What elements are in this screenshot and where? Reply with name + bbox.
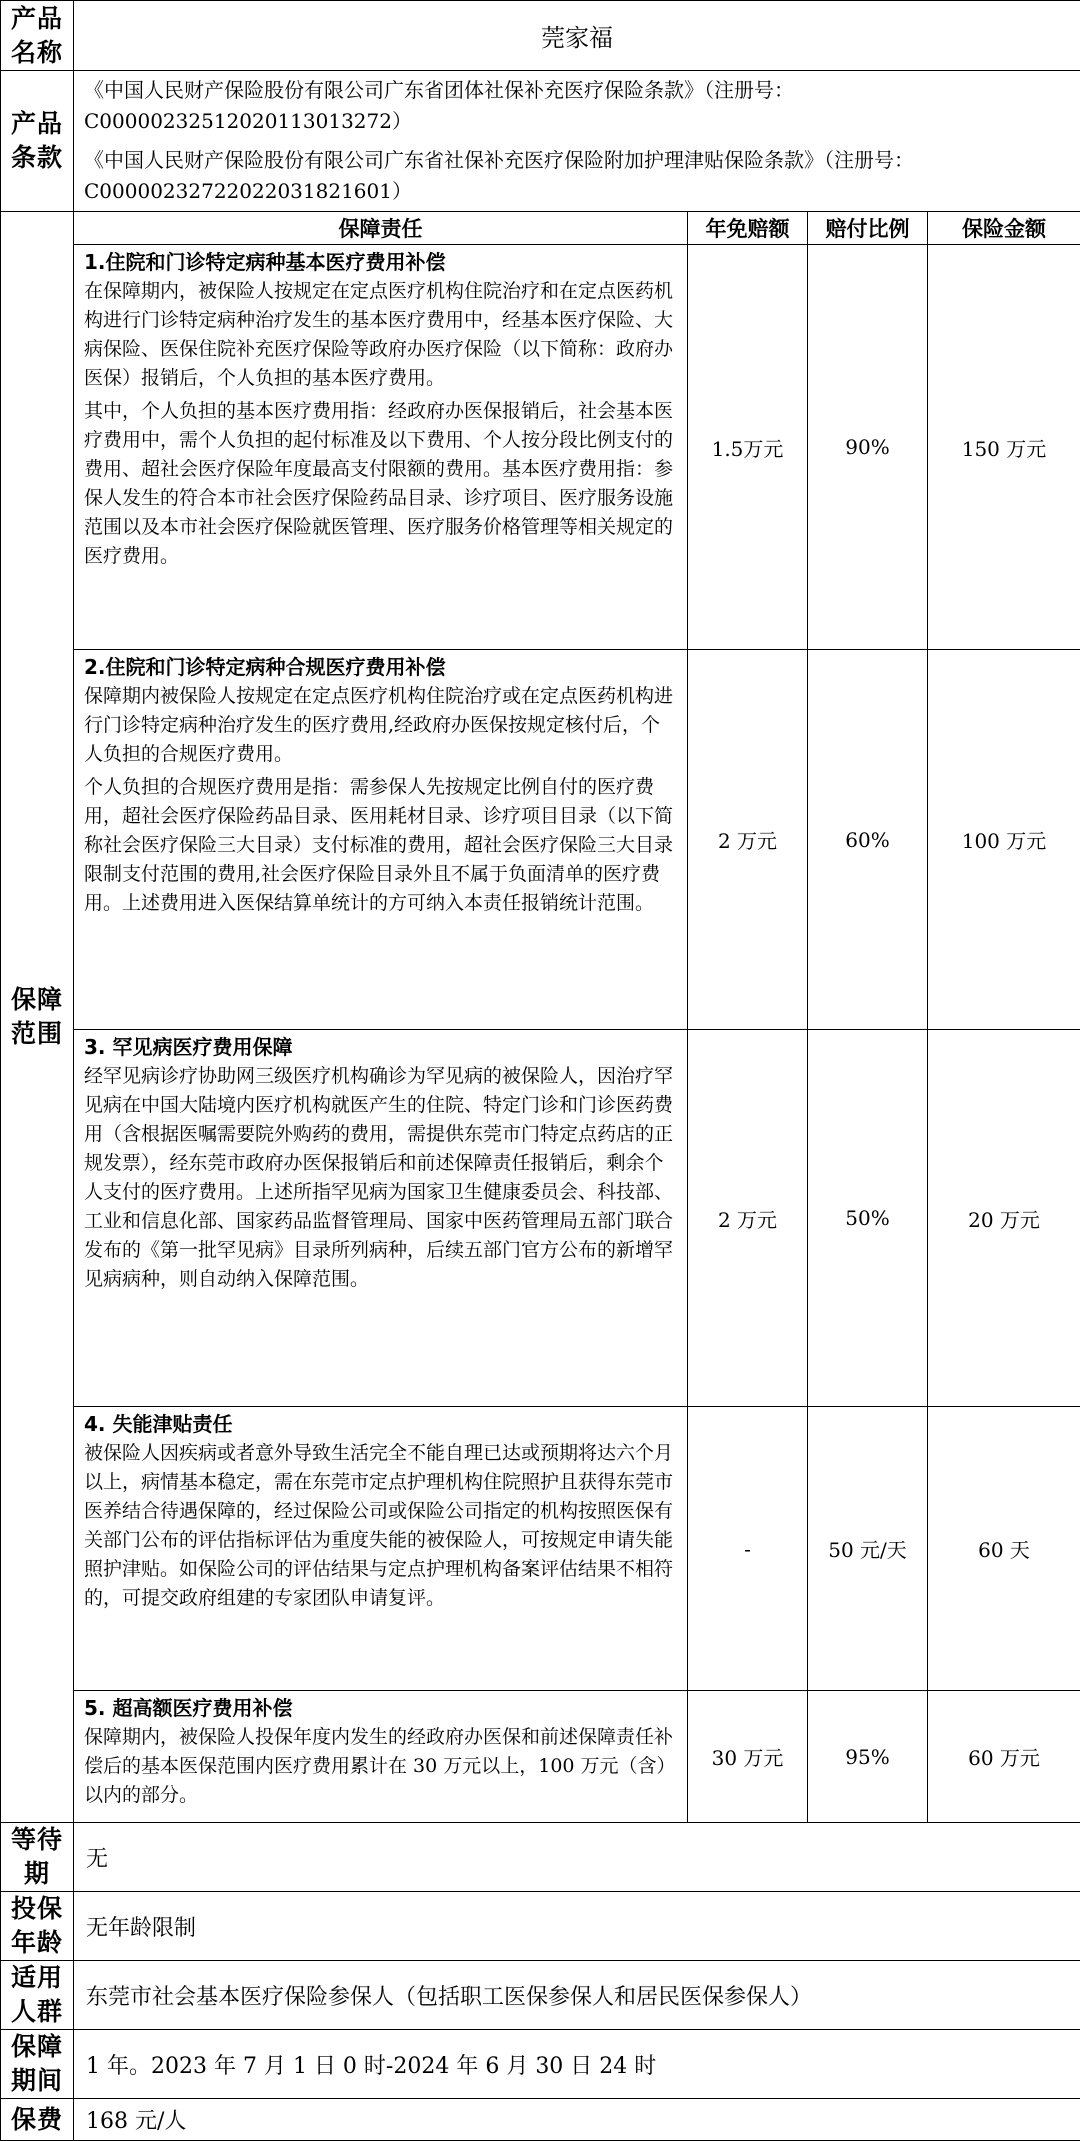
premium-label: 保费 [1,2099,74,2141]
coverage-item-amount: 150 万元 [928,245,1080,650]
coverage-item-deductible: 2 万元 [688,1030,808,1407]
product-name-value: 莞家福 [74,1,1080,71]
product-name-row [1,1,1080,71]
coverage-item-desc [74,650,688,1030]
header-amount: 保险金额 [928,212,1080,245]
coverage-item-row [1,1691,1080,1823]
coverage-label: 保障范围 [1,212,74,1823]
coverage-item-row [1,650,1080,1030]
coverage-item-title: 5. 超高额医疗费用补偿 [84,1694,679,1723]
coverage-item-title: 2.住院和门诊特定病种合规医疗费用补偿 [84,653,679,682]
coverage-item-paragraph: 保障期内被保险人按规定在定点医疗机构住院治疗或在定点医药机构进行门诊特定病种治疗发生的医疗费用,经政府办医保按规定核付后，个人负担的合规医疗费用。 [84,682,679,769]
coverage-item-paragraph: 保障期内，被保险人投保年度内发生的经政府办医保和前述保障责任补偿后的基本医保范围内医疗费用累计在 30 万元以上，100 万元（含）以内的部分。 [84,1723,679,1810]
header-ratio: 赔付比例 [808,212,928,245]
header-deductible: 年免赔额 [688,212,808,245]
clause-line: 《中国人民财产保险股份有限公司广东省团体社保补充医疗保险条款》（注册号：C00000232512020113013272） [74,71,1080,141]
waiting-period-label: 等待期 [1,1823,74,1892]
coverage-item-ratio: 95% [808,1691,928,1823]
coverage-item-amount: 100 万元 [928,650,1080,1030]
coverage-header-row [1,212,1080,245]
coverage-item-amount: 20 万元 [928,1030,1080,1407]
age-label: 投保年龄 [1,1892,74,1961]
coverage-item-title: 1.住院和门诊特定病种基本医疗费用补偿 [84,248,679,277]
coverage-item-amount: 60 万元 [928,1691,1080,1823]
product-name-label: 产品名称 [1,1,74,71]
period-label: 保障期间 [1,2030,74,2099]
coverage-item-row [1,245,1080,650]
coverage-item-ratio: 50% [808,1030,928,1407]
coverage-item-deductible: 30 万元 [688,1691,808,1823]
coverage-item-paragraph: 被保险人因疾病或者意外导致生活完全不能自理已达或预期将达六个月以上，病情基本稳定，需在东莞市定点护理机构住院照护且获得东莞市医养结合待遇保障的，经过保险公司或保险公司指定的机构按照医保有关部门公布的评估指标评估为重度失能的被保险人，可按规定申请失能照护津贴。如保险公司的评估结果与定点护理机构备案评估结果不相符的，可提交政府组建的专家团队申请复评。 [84,1439,679,1613]
clause-line: 《中国人民财产保险股份有限公司广东省社保补充医疗保险附加护理津贴保险条款》（注册号：C00000232722022031821601） [74,141,1080,211]
coverage-item-ratio: 50 元/天 [808,1407,928,1691]
coverage-item-deductible: 1.5万元 [688,245,808,650]
coverage-item-ratio: 60% [808,650,928,1030]
period-row [1,2030,1080,2099]
coverage-item-ratio: 90% [808,245,928,650]
population-value: 东莞市社会基本医疗保险参保人（包括职工医保参保人和居民医保参保人） [74,1961,1080,2030]
coverage-item-desc [74,1691,688,1823]
age-value: 无年龄限制 [74,1892,1080,1961]
premium-value: 168 元/人 [74,2099,1080,2141]
premium-row [1,2099,1080,2141]
waiting-period-value: 无 [74,1823,1080,1892]
coverage-item-paragraph: 经罕见病诊疗协助网三级医疗机构确诊为罕见病的被保险人，因治疗罕见病在中国大陆境内医疗机构就医产生的住院、特定门诊和门诊医药费用（含根据医嘱需要院外购药的费用，需提供东莞市门特定点药店的正规发票），经东莞市政府办医保报销后和前述保障责任报销后，剩余个人支付的医疗费用。上述所指罕见病为国家卫生健康委员会、科技部、工业和信息化部、国家药品监督管理局、国家中医药管理局五部门联合发布的《第一批罕见病》目录所列病种，后续五部门官方公布的新增罕见病病种，则自动纳入保障范围。 [84,1062,679,1294]
population-row [1,1961,1080,2030]
period-value: 1 年。2023 年 7 月 1 日 0 时-2024 年 6 月 30 日 24 时 [74,2030,1080,2099]
coverage-item-paragraph: 在保障期内，被保险人按规定在定点医疗机构住院治疗和在定点医药机构进行门诊特定病种治疗发生的基本医疗费用中，经基本医疗保险、大病保险、医保住院补充医疗保险等政府办医疗保险（以下简称：政府办医保）报销后，个人负担的基本医疗费用。 [84,277,679,393]
header-liability: 保障责任 [74,212,688,245]
coverage-item-desc [74,1030,688,1407]
waiting-period-row [1,1823,1080,1892]
product-clauses-label: 产品条款 [1,71,74,212]
coverage-item-deductible: 2 万元 [688,650,808,1030]
coverage-item-desc [74,1407,688,1691]
coverage-item-row [1,1407,1080,1691]
coverage-item-paragraph: 个人负担的合规医疗费用是指：需参保人先按规定比例自付的医疗费用，超社会医疗保险药品目录、医用耗材目录、诊疗项目目录（以下简称社会医疗保险三大目录）支付标准的费用，超社会医疗保险三大目录限制支付范围的费用,社会医疗保险目录外且不属于负面清单的医疗费用。上述费用进入医保结算单统计的方可纳入本责任报销统计范围。 [84,773,679,918]
coverage-item-paragraph: 其中，个人负担的基本医疗费用指：经政府办医保报销后，社会基本医疗费用中，需个人负担的起付标准及以下费用、个人按分段比例支付的费用、超社会医疗保险年度最高支付限额的费用。基本医疗费用指：参保人发生的符合本市社会医疗保险药品目录、诊疗项目、医疗服务设施范围以及本市社会医疗保险就医管理、医疗服务价格管理等相关规定的医疗费用。 [84,397,679,571]
age-row [1,1892,1080,1961]
coverage-item-title: 3. 罕见病医疗费用保障 [84,1033,679,1062]
population-label: 适用人群 [1,1961,74,2030]
coverage-item-amount: 60 天 [928,1407,1080,1691]
coverage-item-row [1,1030,1080,1407]
coverage-item-deductible: - [688,1407,808,1691]
coverage-item-title: 4. 失能津贴责任 [84,1410,679,1439]
product-clauses-cell [74,71,1080,212]
product-clauses-row [1,71,1080,212]
coverage-item-desc [74,245,688,650]
